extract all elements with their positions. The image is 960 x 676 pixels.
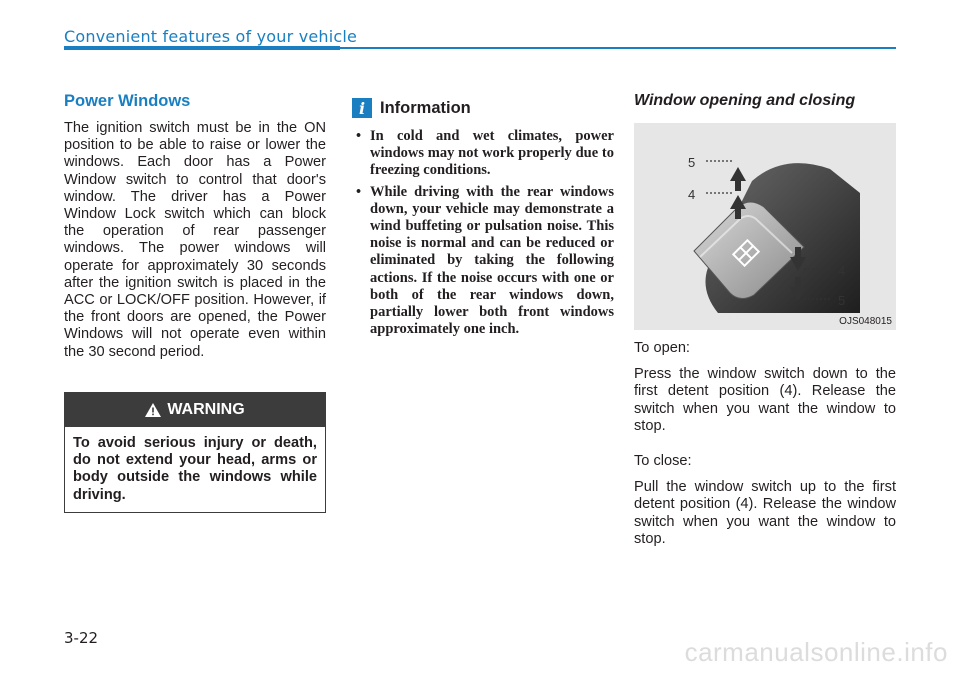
open-text: Press the window switch down to the first detent position (4). Release the switch when you want the window to stop.: [634, 366, 896, 434]
window-switch-illustration: [634, 123, 896, 330]
power-windows-section: [64, 92, 326, 361]
warning-text: To avoid serious injury or death, do not extend your head, arms or body outside the windows while driving.: [73, 435, 317, 503]
open-label: To open:: [634, 340, 690, 356]
header-rule-thin: [340, 47, 896, 49]
information-header: [352, 96, 614, 120]
watermark: carmanualsonline.info: [684, 637, 948, 667]
figure-code: OJS048015: [839, 316, 892, 327]
information-list: [352, 128, 614, 338]
information-title: Information: [380, 98, 471, 117]
page-number: 3-22: [64, 629, 99, 647]
info-icon: i: [352, 98, 372, 118]
section-title: Power Windows: [64, 92, 191, 110]
warning-label: WARNING: [167, 401, 245, 418]
chapter-title: Convenient features of your vehicle: [64, 27, 358, 46]
window-operation-text: [634, 340, 896, 557]
header-rule-thick: [64, 46, 340, 50]
figure-label-4-bottom: 4: [838, 263, 846, 278]
list-item: • In cold and wet climates, power windows may not work properly due to freezing conditions.: [356, 128, 614, 179]
figure-label-5-top: 5: [688, 155, 696, 170]
power-windows-body: The ignition switch must be in the ON position to be able to raise or lower the windows. Each door has a Power Window switch to control that door's window. The driver has a Power Window Lock switch which can block the operation of rear passenger windows. The power windows will operate for approximately 30 seconds after the ignition switch is placed in the ACC or LOCK/OFF position. However, if the front doors are opened, the Power Windows will not operate even within the 30 second period.: [64, 120, 326, 360]
figure-label-5-bottom: 5: [838, 293, 846, 308]
subsection-title: Window opening and closing: [634, 92, 856, 109]
window-operation-heading: [634, 92, 896, 110]
warning-header: [65, 393, 325, 427]
close-label: To close:: [634, 453, 692, 470]
close-text: Pull the window switch up to the first detent position (4). Release the window switch when you want the window to stop.: [634, 479, 896, 547]
warning-box: [64, 392, 326, 513]
figure-label-4-top: 4: [688, 187, 696, 202]
information-section: [352, 96, 614, 342]
warning-triangle-icon: [145, 403, 161, 417]
window-switch-figure: [634, 123, 896, 330]
list-item: • While driving with the rear windows down, your vehicle may demonstrate a wind buffeting or pulsation noise. This noise is normal and can be reduced or eliminated by taking the following actions. If the noise occurs with one or both of the rear windows down, partially lower both front windows approximately one inch.: [356, 183, 614, 338]
